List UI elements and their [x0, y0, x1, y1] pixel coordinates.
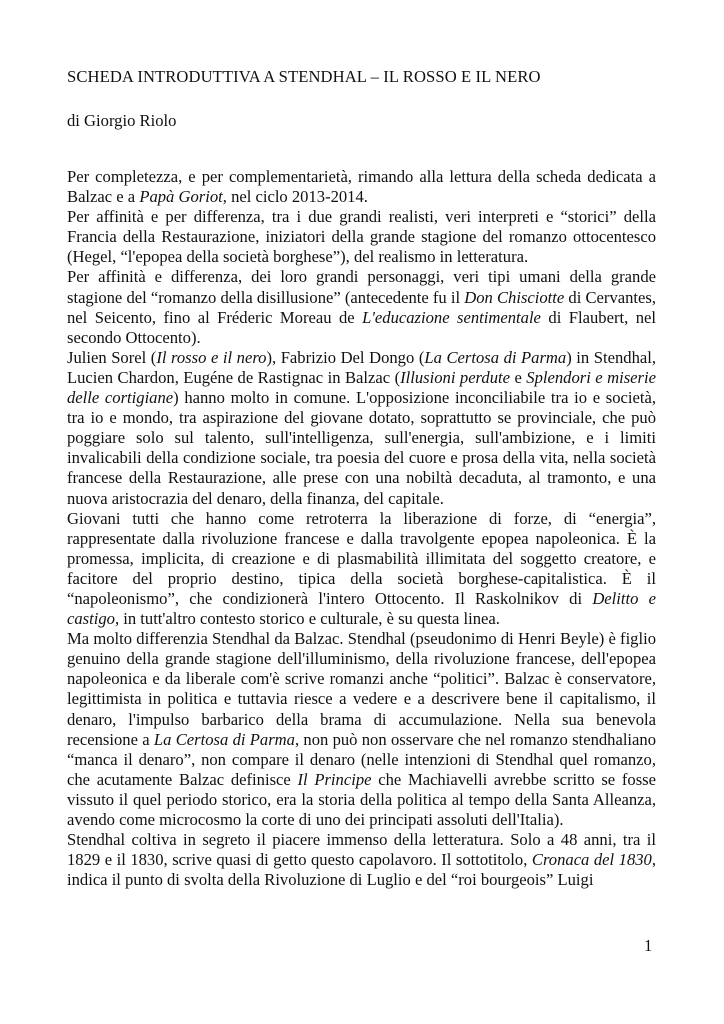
document-body [67, 167, 656, 890]
paragraph-4: Julien Sorel (Il rosso e il nero), Fabrizio Del Dongo (La Certosa di Parma) in Stendhal, Lucien Chardon, Eugéne de Rastignac in Balzac (Illusioni perdute e Splendori e miserie delle cortigiane) hanno molto in comune. L'opposizione inconciliabile tra io e società, tra io e mondo, tra aspirazione del giovane dotato, soprattutto se provinciale, che può poggiare solo sul talento, sull'intelligenza, sull'energia, sull'ambizione, e i limiti invalicabili della condizione sociale, tra poesia del cuore e prosa della vita, nella società francese della Restaurazione, alle prese con una nobiltà decaduta, al tramonto, e una nuova aristocrazia del denaro, della finanza, del capitale. [67, 347, 656, 508]
paragraph-7: Stendhal coltiva in segreto il piacere immenso della letteratura. Solo a 48 anni, tra il 1829 e il 1830, scrive quasi di getto questo capolavoro. Il sottotitolo, Cronaca del 1830, indica il punto di svolta della Rivoluzione di Luglio e del “roi bourgeois” Luigi [67, 830, 657, 890]
paragraph-5: Giovani tutti che hanno come retroterra la liberazione di forze, di “energia”, rappresentate dalla rivoluzione francese e dalla travolgente epopea napoleonica. È la promessa, implicita, di creazione e di plasmabilità illimitata del soggetto creatore, e facitore del proprio destino, tipica della società borghese-capitalistica. È il “napoleonismo”, che condizionerà l'intero Ottocento. Il Raskolnikov di Delitto e castigo, in tutt'altro contesto storico e culturale, è su questa linea. [67, 508, 656, 629]
document-author: di Giorgio Riolo [67, 111, 177, 130]
paragraph-3: Per affinità e differenza, dei loro grandi personaggi, veri tipi umani della grande stagione del “romanzo della disillusione” (antecedente fu il Don Chisciotte di Cervantes, nel Seicento, fino al Fréderic Moreau de L'educazione sentimentale di Flaubert, nel secondo Ottocento). [67, 267, 656, 347]
document-title: SCHEDA INTRODUTTIVA A STENDHAL – IL ROSSO E IL NERO [67, 67, 541, 86]
paragraph-6: Ma molto differenzia Stendhal da Balzac. Stendhal (pseudonimo di Henri Beyle) è figlio genuino della grande stagione dell'illuminismo, della rivoluzione francese, dell'epopea napoleonica e da liberale com'è scrive romanzi anche “politici”. Balzac è conservatore, legittimista in politica e tuttavia riesce a vedere e a descrivere bene il capitalismo, il denaro, l'impulso barbarico della brama di accumulazione. Nella sua benevola recensione a La Certosa di Parma, non può non osservare che nel romanzo stendhaliano “manca il denaro”, non compare il denaro (nelle intenzioni di Stendhal quel romanzo, che acutamente Balzac definisce Il Principe che Machiavelli avrebbe scritto se fosse vissuto il quel periodo storico, era la storia della politica al tempo della Santa Alleanza, avendo come microcosmo la corte di uno dei principati assoluti dell'Italia). [67, 629, 657, 829]
page-number: 1 [644, 936, 653, 955]
paragraph-2: Per affinità e per differenza, tra i due grandi realisti, veri interpreti e “storici” della Francia della Restaurazione, iniziatori della grande stagione del romanzo ottocentesco (Hegel, “l'epopea della società borghese”), del realismo in letteratura. [67, 207, 656, 267]
paragraph-1: Per completezza, e per complementarietà, rimando alla lettura della scheda dedicata a Balzac e a Papà Goriot, nel ciclo 2013-2014. [67, 167, 656, 207]
